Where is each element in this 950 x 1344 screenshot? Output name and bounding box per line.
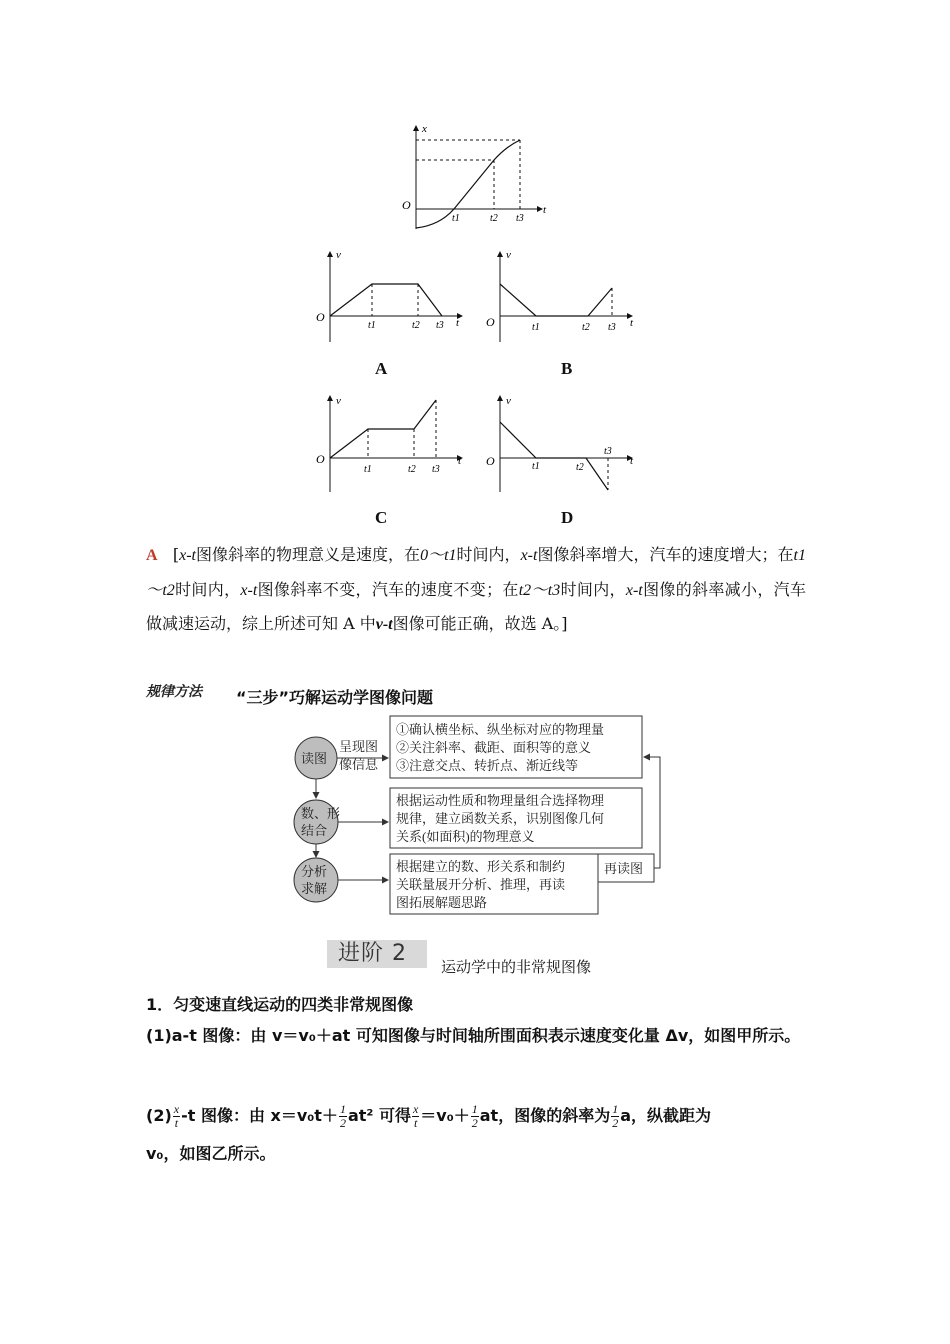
method-flowchart: [288, 712, 668, 918]
tick-t1: t1: [532, 322, 540, 333]
label-c: C: [375, 508, 388, 527]
frac-x-t: $\frac{x}{t}$: [173, 1102, 180, 1130]
label-b: B: [561, 359, 573, 378]
item-1: (1)a-t 图像：由 v＝v₀＋at 可知图像与时间轴所围面积表示速度变化量 Δv，如图甲所示。: [146, 1026, 801, 1045]
reread-label: 再读图: [604, 861, 644, 876]
graph-d: [482, 392, 642, 494]
x-label: t: [630, 455, 634, 467]
tick-t2: t2: [576, 462, 584, 473]
origin-label: O: [316, 452, 325, 466]
tick-t3: t3: [608, 322, 616, 333]
reread-arrow: [644, 757, 660, 868]
advanced-subtitle: 运动学中的非常规图像: [441, 958, 592, 976]
graph-c: [312, 392, 472, 494]
y-label: v: [506, 249, 511, 261]
graph-a: [312, 246, 472, 344]
step1-box-line2: ②关注斜率、截距、面积等的意义: [396, 740, 592, 755]
vt-line: [330, 400, 436, 458]
frac-half: $\frac{1}{2}$: [339, 1102, 346, 1130]
advanced-title: 进阶 2: [338, 941, 407, 966]
step2-box-line2: 规律，建立函数关系，识别图像几何: [396, 811, 605, 826]
tick-t1: t1: [368, 320, 376, 331]
answer-explanation: A [x-t图像斜率的物理意义是速度，在0～t1时间内，x-t图像斜率增大，汽车的速度增大；在t1～t2时间内，x-t图像斜率不变，汽车的速度不变；在t2～t3时间内，x-t图像的斜率减小，汽车做减速运动，综上所述可知 A 中v-t图像可能正确，故选 A。]: [146, 545, 806, 633]
answer-choice: A: [146, 547, 158, 564]
step3-label-2: 求解: [301, 881, 328, 896]
label-d: D: [561, 508, 574, 527]
tick-t3: t3: [432, 464, 440, 475]
y-label: v: [336, 395, 341, 407]
x-label: t: [543, 204, 547, 216]
method-title: “三步”巧解运动学图像问题: [236, 688, 434, 707]
tick-t1: t1: [452, 213, 460, 224]
y-label: v: [506, 395, 511, 407]
tick-t2: t2: [582, 322, 590, 333]
step2-box-line3: 关系(如面积)的物理意义: [396, 829, 535, 844]
section-heading: 1．匀变速直线运动的四类非常规图像: [146, 995, 414, 1014]
step3-label-1: 分析: [301, 864, 328, 879]
tick-t2: t2: [490, 213, 498, 224]
frac-half-2: $\frac{1}{2}$: [471, 1102, 478, 1130]
tick-t2: t2: [408, 464, 416, 475]
step1-box-line3: ③注意交点、转折点、渐近线等: [396, 758, 579, 773]
step1-mid-1: 呈现图: [339, 739, 379, 754]
step3-box-line2: 关联量展开分析、推理，再读: [396, 877, 566, 892]
step2-label-2: 结合: [301, 823, 328, 838]
tick-t1: t1: [532, 461, 540, 472]
frac-half-3: $\frac{1}{2}$: [612, 1102, 619, 1130]
step1-box-line1: ①确认横坐标、纵坐标对应的物理量: [396, 722, 605, 737]
tick-t3: t3: [436, 320, 444, 331]
vt-line: [500, 422, 608, 490]
label-a: A: [375, 359, 388, 378]
step1-mid-2: 像信息: [339, 757, 379, 772]
vt-line: [500, 284, 612, 316]
step1-label: 读图: [301, 751, 328, 766]
tick-t3: t3: [516, 213, 524, 224]
step2-box-line1: 根据运动性质和物理量组合选择物理: [396, 793, 605, 808]
origin-label: O: [486, 315, 495, 329]
item-2: (2) $\frac{x}{t}$ -t 图像：由 x＝v₀t＋ $\frac{1}{2}$ at² 可得 $\frac{x}{t}$ ＝v₀＋ $\frac{1}{2}$ at，图像的斜率为 $\frac{1}{2}$ a，纵截距为 v₀，如图乙所示。: [146, 1102, 712, 1163]
x-label: t: [458, 455, 462, 467]
x-label: t: [630, 317, 634, 329]
step3-box-line1: 根据建立的数、形关系和制约: [396, 859, 566, 874]
x-label: t: [456, 317, 460, 329]
tick-t1: t1: [364, 464, 372, 475]
xt-curve: [416, 140, 520, 228]
tick-t3: t3: [604, 446, 612, 457]
origin-label: O: [316, 310, 325, 324]
y-label: v: [336, 249, 341, 261]
graph-b: [482, 246, 642, 344]
origin-label: O: [402, 198, 411, 212]
y-label: x: [422, 123, 427, 135]
method-tag: 规律方法: [146, 684, 202, 700]
step2-label-1: 数、形: [301, 806, 341, 821]
xt-graph: [396, 118, 556, 236]
vt-line: [330, 284, 442, 316]
frac-x-t-2: $\frac{x}{t}$: [412, 1102, 419, 1130]
step3-box-line3: 图拓展解题思路: [396, 895, 488, 910]
tick-t2: t2: [412, 320, 420, 331]
origin-label: O: [486, 454, 495, 468]
